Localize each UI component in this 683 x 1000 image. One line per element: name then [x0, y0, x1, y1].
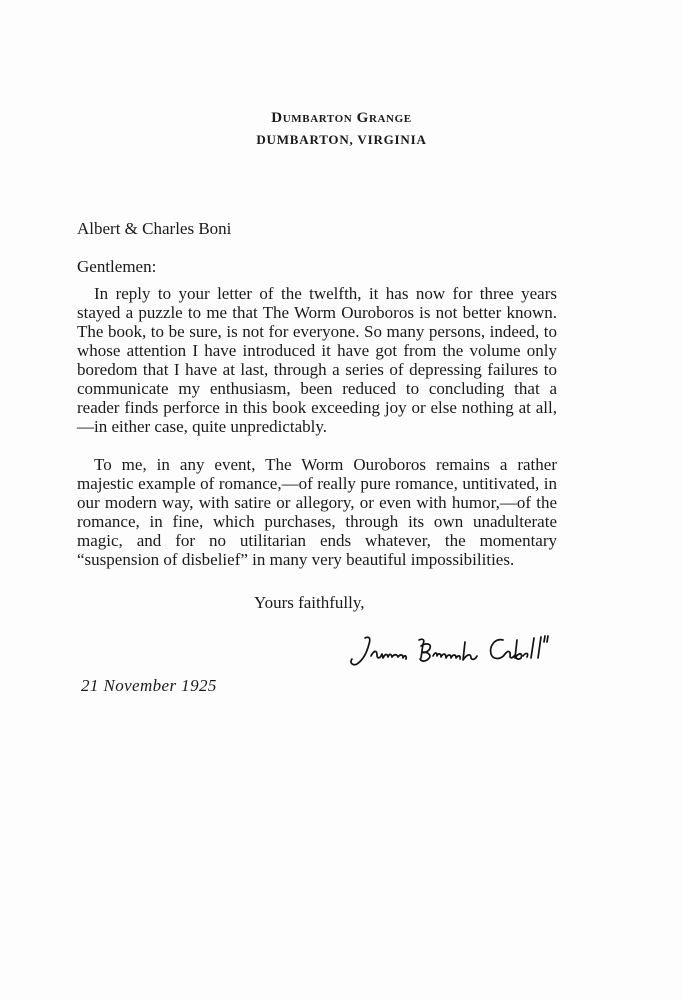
letterhead-estate-name: Dumbarton Grange	[271, 110, 412, 126]
body-paragraph-1: In reply to your letter of the twelfth, it has now for three years stayed a puzzle to me that The Worm Ouroboros is not better known. The book, to be sure, is not for everyone. So many persons, indeed, to whose attention I have introduced it have got from the volume only boredom that I have at last, through a series of depressing failures to communicate my enthusiasm, been reduced to concluding that a reader finds perforce in this book exceeding joy or else nothing at all,—in either case, quite unpredictably.	[77, 284, 557, 436]
letterhead-location: DUMBARTON, VIRGINIA	[256, 132, 427, 147]
closing: Yours faithfully,	[254, 593, 365, 612]
letter-date: 21 November 1925	[81, 676, 217, 695]
recipient: Albert & Charles Boni	[77, 219, 232, 238]
handwritten-signature	[345, 630, 560, 672]
body-paragraph-2: To me, in any event, The Worm Ouroboros remains a rather majestic example of romance,—of really pure romance, untitivated, in our modern way, with satire or allegory, or even with humor,—of the romance, in fine, which purchases, through its own unadulterate magic, and for no utilitarian ends whatever, the momentary “suspension of disbelief” in many very beautiful impossibilities.	[77, 455, 557, 569]
salutation: Gentlemen:	[77, 257, 157, 276]
